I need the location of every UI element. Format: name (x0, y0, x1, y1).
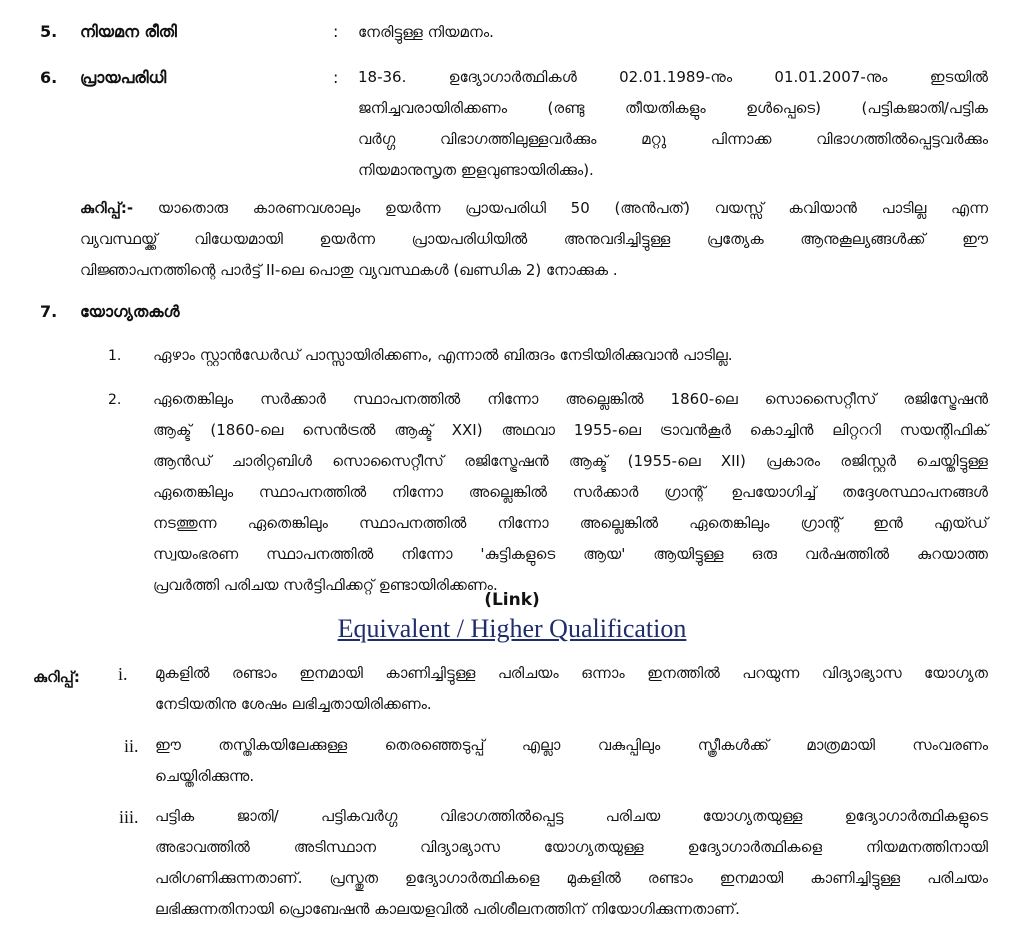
section-5-value: നേരിട്ടുള്ള നിയമനം. (358, 23, 494, 41)
age-limit-line: 18-36. ഉദ്യോഗാർത്ഥികൾ 02.01.1989-നും 01.01.2007-നും ഇടയിൽ (358, 68, 988, 86)
qualification-2-line: പ്രവർത്തി പരിചയ സർട്ടിഫിക്കറ്റ് ഉണ്ടായിരിക്കണം. (153, 576, 498, 594)
note-label: കുറിപ്പ്:- (80, 199, 134, 217)
qualification-2-number: 2. (108, 392, 122, 408)
qualification-2-line: നടത്തുന്ന ഏതെങ്കിലും സ്ഥാപനത്തിൽ നിന്നോ അല്ലെങ്കിൽ ഏതെങ്കിലും ഗ്രാന്റ് ഇൻ എയ്ഡ് (153, 514, 988, 532)
section-6-number: 6. (40, 68, 58, 87)
qualification-2-line: ഏതെങ്കിലും സർക്കാർ സ്ഥാപനത്തിൽ നിന്നോ അല്ലെങ്കിൽ 1860-ലെ സൊസൈറ്റീസ് രജിസ്ട്രേഷൻ (153, 390, 988, 408)
age-note-line (80, 193, 988, 224)
note-2-line: ഈ തസ്തികയിലേക്കുള്ള തെരഞ്ഞെടുപ്പ് എല്ലാ വകുപ്പിലും സ്ത്രീകൾക്ക് മാത്രമായി സംവരണം (155, 736, 988, 754)
link-label: (Link) (484, 590, 540, 610)
section-6-age-limit (358, 62, 988, 186)
note-2-item-2-text (155, 730, 988, 792)
note-2-line: പട്ടിക ജാതി/ പട്ടികവർഗ്ഗ വിഭാഗത്തിൽപ്പെട്ട പരിചയ യോഗ്യതയുള്ള ഉദ്യോഗാർത്ഥികളുടെ (155, 807, 988, 825)
age-limit-line: വർഗ്ഗ വിഭാഗത്തിലുള്ളവർക്കും മറ്റു പിന്നാക്ക വിഭാഗത്തിൽപ്പെട്ടവർക്കും (358, 130, 988, 148)
note-2-line: മുകളിൽ രണ്ടാം ഇനമായി കാണിച്ചിട്ടുള്ള പരിചയം ഒന്നാം ഇനത്തിൽ പറയുന്ന വിദ്യാഭ്യാസ യോഗ്യത (155, 664, 988, 682)
age-limit-line: ജനിച്ചവരായിരിക്കണം (രണ്ടു തീയതികളും ഉൾപ്പെടെ) (പട്ടികജാതി/പട്ടിക (358, 99, 988, 117)
note-2-line: പരിഗണിക്കുന്നതാണ്. പ്രസ്തുത ഉദ്യോഗാർത്ഥികളെ മുകളിൽ രണ്ടാം ഇനമായി കാണിച്ചിട്ടുള്ള പരിചയം (155, 869, 988, 887)
note-2-label: കുറിപ്പ്: (33, 668, 80, 686)
qualification-1-number: 1. (108, 348, 122, 364)
section-7-number: 7. (40, 302, 58, 321)
section-5-title: നിയമന രീതി (80, 22, 177, 41)
section-6-colon: : (333, 68, 339, 87)
note-2-line: ചെയ്തിരിക്കുന്നു. (155, 767, 255, 785)
note-2-item-1-number: i. (118, 664, 128, 684)
note-2-line: അഭാവത്തിൽ അടിസ്ഥാന വിദ്യാഭ്യാസ യോഗ്യതയുള്ള ഉദ്യോഗാർത്ഥികളെ നിയമനത്തിനായി (155, 838, 988, 856)
equivalent-qualification-link[interactable]: Equivalent / Higher Qualification (337, 614, 687, 643)
note-2-item-2-number: ii. (124, 736, 139, 756)
age-limit-line: നിയമാനുസൃത ഇളവുണ്ടായിരിക്കും). (358, 161, 594, 179)
note-2-item-1-text (155, 658, 988, 720)
age-note-line: വിജ്ഞാപനത്തിന്റെ പാർട്ട് II-ലെ പൊതു വ്യവസ്ഥകൾ (ഖണ്ഡിക 2) നോക്കുക . (80, 261, 618, 279)
qualification-2-line: ഏതെങ്കിലും സ്ഥാപനത്തിൽ നിന്നോ അല്ലെങ്കിൽ സർക്കാർ ഗ്രാന്റ് ഉപയോഗിച്ച് തദ്ദേശസ്ഥാപനങ്ങൾ (153, 483, 988, 501)
age-note (80, 193, 988, 286)
qualification-2-text (153, 384, 988, 601)
age-note-line: വ്യവസ്ഥയ്ക്ക് വിധേയമായി ഉയർന്ന പ്രായപരിധിയിൽ അനുവദിച്ചിട്ടുള്ള പ്രത്യേക ആനുകൂല്യങ്ങൾക്ക് ഈ (80, 230, 988, 248)
qualification-2-line: ആൻഡ് ചാരിറ്റബിൾ സൊസൈറ്റീസ് രജിസ്ട്രേഷൻ ആക്ട് (1955-ലെ XII) പ്രകാരം രജിസ്റ്റർ ചെയ്തിട്ടുള്ള (153, 452, 988, 470)
qualification-1-text: ഏഴാം സ്റ്റാൻഡേർഡ് പാസ്സായിരിക്കണം, എന്നാൽ ബിരുദം നേടിയിരിക്കുവാൻ പാടില്ല. (153, 346, 733, 364)
qualification-2-line: സ്വയംഭരണ സ്ഥാപനത്തിൽ നിന്നോ 'കുട്ടികളുടെ ആയ' ആയിട്ടുള്ള ഒരു വർഷത്തിൽ കുറയാത്ത (153, 545, 988, 563)
note-2-line: നേടിയതിനു ശേഷം ലഭിച്ചതായിരിക്കണം. (155, 695, 432, 713)
section-7-title: യോഗ്യതകൾ (80, 302, 180, 321)
section-5-number: 5. (40, 22, 58, 41)
age-note-text: യാതൊരു കാരണവശാലും ഉയർന്ന പ്രായപരിധി 50 (അൻപത്) വയസ്സ് കവിയാൻ പാടില്ല എന്ന (157, 199, 988, 217)
note-2-item-3-number: iii. (119, 807, 139, 827)
section-6-title: പ്രായപരിധി (80, 68, 167, 87)
note-2-item-3-text (155, 801, 988, 925)
note-2-line: ലഭിക്കുന്നതിനായി പ്രൊബേഷൻ കാലയളവിൽ പരിശീലനത്തിന് നിയോഗിക്കുന്നതാണ്. (155, 900, 740, 918)
section-5-colon: : (333, 22, 339, 41)
qualification-2-line: ആക്ട് (1860-ലെ സെൻട്രൽ ആക്ട് XXI) അഥവാ 1955-ലെ ട്രാവൻകൂർ കൊച്ചിൻ ലിറ്റററി സയന്റിഫിക് (153, 421, 988, 439)
